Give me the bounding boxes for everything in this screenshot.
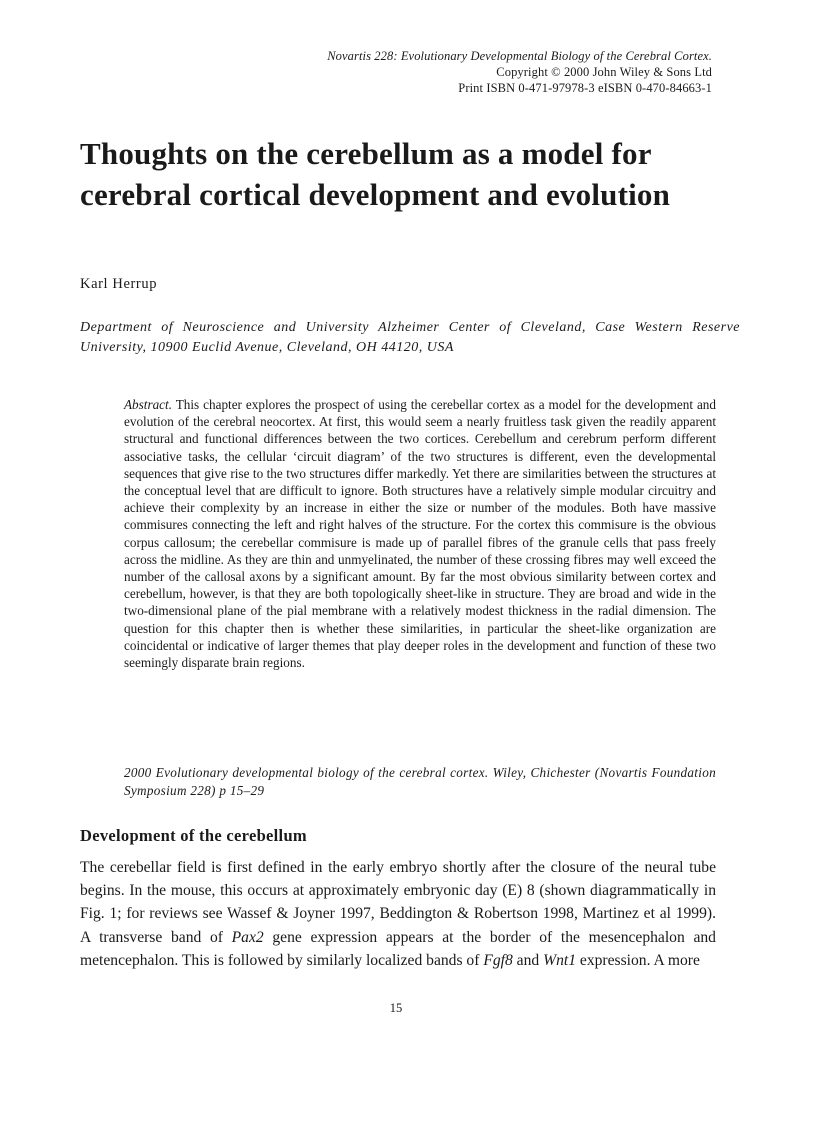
author-affiliation: Department of Neuroscience and University Alzheimer Center of Cleveland, Case Western Reserve University, 10900 Euclid Avenue, Cleveland, OH 44120, USA: [80, 320, 740, 355]
body-text-part-4: expression. A more: [576, 951, 700, 969]
body-text-part-2: gene expression appears at the border of the mesencephalon and metencephalon. This is followed by similarly localized bands of: [80, 928, 716, 969]
isbn-line: Print ISBN 0-471-97978-3 eISBN 0-470-84663-1: [458, 81, 712, 95]
copyright-line: Copyright © 2000 John Wiley & Sons Ltd: [496, 65, 712, 79]
series-line: Novartis 228: Evolutionary Developmental Biology of the Cerebral Cortex.: [327, 49, 712, 63]
section-heading: Development of the cerebellum: [80, 826, 307, 845]
abstract-text: This chapter explores the prospect of using the cerebellar cortex as a model for the development and evolution of the cerebral neocortex. At first, this would seem a nearly fruitless task given the readily apparent structural and functional differences between the two cortices. Cerebellum and cerebrum perform different associative tasks, the cellular ‘circuit diagram’ of the two structures is different, even the developmental sequences that give rise to the two structures differ markedly. Yet there are similarities between the structures at the conceptual level that are difficult to ignore. Both structures have a relatively simple modular circuitry and achieve their complexity by an increase in either the size or number of the modules. Both have massive commisures connecting the left and right halves of the structure. For the cortex this commisure is the obvious corpus callosum; the cerebellar commisure is made up of parallel fibres of the granule cells that pass freely across the midline. As they are thin and unmyelinated, the number of these crossing fibres may well exceed the number of the callosal axons by a significant amount. By far the most obvious similarity between cortex and cerebellum, however, is that they are both topologically sheet-like in structure. They are broad and wide in the two-dimensional plane of the pial membrane with a relatively modest thickness in the radial dimension. The question for this chapter then is whether these similarities, in particular the sheet-like organization are coincidental or indicative of larger themes that play deeper roles in the development and function of these two seemingly disparate brain regions.: [124, 397, 716, 671]
abstract-label: Abstract.: [124, 397, 172, 412]
abstract: [124, 396, 716, 671]
body-text-part-1: The cerebellar field is first defined in the early embryo shortly after the closure of the neural tube begins. In the mouse, this occurs at approximately embryonic day (E) 8 (shown diagrammatically in Fig. 1; for reviews see Wassef & Joyner 1997, Beddington & Robertson 1998, Martinez et al 1999). A transverse band of: [80, 859, 716, 946]
citation: 2000 Evolutionary developmental biology of the cerebral cortex. Wiley, Chichester (Novartis Foundation Symposium 228) p 15–29: [124, 765, 716, 798]
page-number: 15: [389, 1001, 403, 1015]
article-title: Thoughts on the cerebellum as a model for cerebral cortical development and evolution: [80, 136, 671, 212]
gene-name-pax2: Pax2: [231, 928, 264, 946]
gene-name-fgf8: Fgf8: [483, 951, 513, 969]
body-text-part-3: and: [512, 951, 544, 969]
running-header: [327, 48, 712, 96]
gene-name-wnt1: Wnt1: [543, 951, 577, 969]
author-name: Karl Herrup: [80, 276, 158, 292]
body-paragraph: [80, 856, 716, 972]
